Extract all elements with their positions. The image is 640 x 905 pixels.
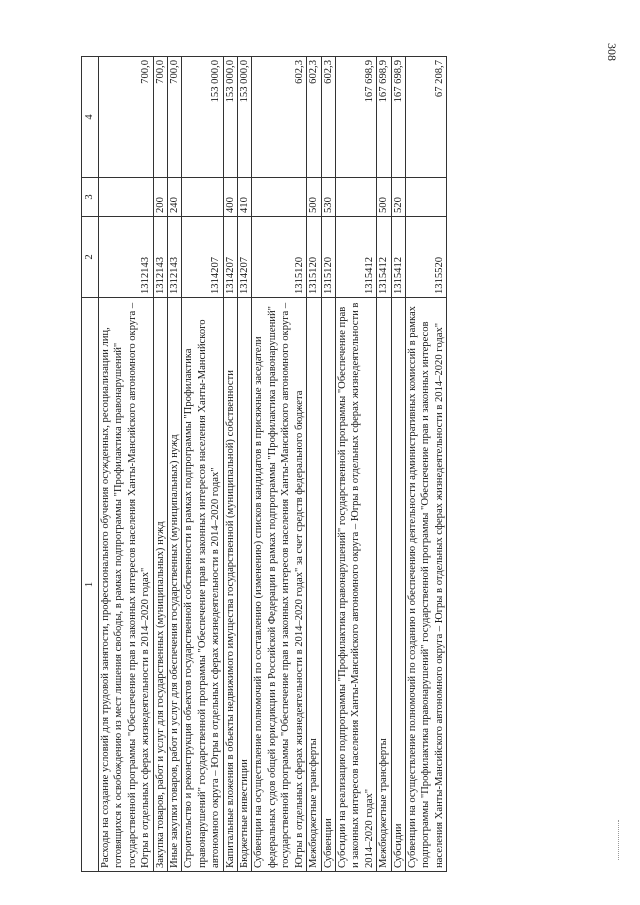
row-amount: 700,0 xyxy=(153,57,167,178)
row-expense-type xyxy=(252,178,307,217)
row-target-code: 1315412 xyxy=(335,217,376,298)
table-row xyxy=(335,57,376,872)
row-amount: 153 000,0 xyxy=(238,57,252,178)
table-row xyxy=(99,57,154,872)
row-description: Межбюджетные трансферты xyxy=(377,298,391,872)
row-description: Межбюджетные трансферты xyxy=(307,298,321,872)
row-target-code: 1314207 xyxy=(238,217,252,298)
row-description: Субсидии xyxy=(391,298,405,872)
row-target-code: 1312143 xyxy=(153,217,167,298)
row-expense-type: 240 xyxy=(168,178,182,217)
row-amount: 153 000,0 xyxy=(223,57,237,178)
row-target-code: 1312143 xyxy=(168,217,182,298)
row-amount: 153 000,0 xyxy=(182,57,223,178)
row-target-code: 1314207 xyxy=(223,217,237,298)
row-amount: 602,3 xyxy=(252,57,307,178)
table-row xyxy=(223,57,237,872)
header-col-4: 4 xyxy=(82,57,99,178)
table-row xyxy=(405,57,446,872)
row-amount: 602,3 xyxy=(321,57,335,178)
row-expense-type: 530 xyxy=(321,178,335,217)
row-description: Иные закупки товаров, работ и услуг для обеспечения государственных (муниципальных) нужд xyxy=(168,298,182,872)
row-expense-type xyxy=(182,178,223,217)
row-target-code: 1315120 xyxy=(307,217,321,298)
header-col-3: 3 xyxy=(82,178,99,217)
row-amount: 167 698,9 xyxy=(377,57,391,178)
row-target-code: 1315520 xyxy=(405,217,446,298)
table-row xyxy=(321,57,335,872)
row-target-code: 1312143 xyxy=(99,217,154,298)
row-expense-type xyxy=(335,178,376,217)
row-target-code: 1315412 xyxy=(377,217,391,298)
rotated-table-container xyxy=(81,57,601,872)
row-expense-type: 520 xyxy=(391,178,405,217)
row-expense-type: 410 xyxy=(238,178,252,217)
table-row xyxy=(182,57,223,872)
row-description: Субсидии на реализацию подпрограммы "Профилактика правонарушений" государственной программы "Обеспечение прав и законных интересов населения Ханты-Мансийского автономного округа – Югры в отдельных сферах жизнедеятельности в 2014–2020 годах" xyxy=(335,298,376,872)
row-description: Расходы на создание условий для трудовой занятости, профессионального обучения осужденных, ресоциализации лиц, готовящихся к освобождению из мест лишения свободы, в рамках подпрограммы "Профилактика правонарушений" государственной программы "Обеспечение прав и законных интересов населения Ханты-Мансийского автономного округа – Югры в отдельных сферах жизнедеятельности в 2014–2020 годах" xyxy=(99,298,154,872)
row-description: Субвенции xyxy=(321,298,335,872)
row-description: Субвенции на осуществление полномочий по созданию и обеспечению деятельности административных комиссий в рамках подпрограммы "Профилактика правонарушений" государственной программы "Обеспечение прав и законных интересов населения Ханты-Мансийского автономного округа – Югры в отдельных сферах жизнедеятельности в 2014–2020 годах" xyxy=(405,298,446,872)
row-expense-type xyxy=(99,178,154,217)
table-row xyxy=(252,57,307,872)
row-target-code: 1315120 xyxy=(252,217,307,298)
row-target-code: 1315412 xyxy=(391,217,405,298)
row-description: Бюджетные инвестиции xyxy=(238,298,252,872)
row-expense-type xyxy=(405,178,446,217)
header-col-2: 2 xyxy=(82,217,99,298)
row-amount: 67 208,7 xyxy=(405,57,446,178)
row-target-code: 1315120 xyxy=(321,217,335,298)
page-number: 308 xyxy=(605,43,619,61)
table-row xyxy=(238,57,252,872)
table-row xyxy=(153,57,167,872)
row-amount: 700,0 xyxy=(99,57,154,178)
budget-table xyxy=(81,56,447,872)
row-amount: 700,0 xyxy=(168,57,182,178)
row-amount: 167 698,9 xyxy=(391,57,405,178)
table-row xyxy=(391,57,405,872)
row-expense-type: 400 xyxy=(223,178,237,217)
row-description: Закупка товаров, работ и услуг для государственных (муниципальных) нужд xyxy=(153,298,167,872)
table-body xyxy=(99,57,447,872)
table-header-row xyxy=(82,57,99,872)
row-amount: 602,3 xyxy=(307,57,321,178)
rotated-table-frame xyxy=(81,57,601,872)
table-row xyxy=(307,57,321,872)
row-target-code: 1314207 xyxy=(182,217,223,298)
header-col-1: 1 xyxy=(82,298,99,872)
scan-edge-marks xyxy=(618,820,621,860)
row-description: Капитальные вложения в объекты недвижимого имущества государственной (муниципальной) собственности xyxy=(223,298,237,872)
table-row xyxy=(168,57,182,872)
row-amount: 167 698,9 xyxy=(335,57,376,178)
row-expense-type: 500 xyxy=(377,178,391,217)
row-description: Субвенции на осуществление полномочий по составлению (изменению) списков кандидатов в присяжные заседатели федеральных судов общей юрисдикции в Российской Федерации в рамках подпрограммы "Профилактика правонарушений" государственной программы "Обеспечение прав и законных интересов населения Ханты-Мансийского автономного округа – Югры в отдельных сферах жизнедеятельности в 2014–2020 годах" за счет средств федерального бюджета xyxy=(252,298,307,872)
row-expense-type: 500 xyxy=(307,178,321,217)
row-expense-type: 200 xyxy=(153,178,167,217)
row-description: Строительство и реконструкция объектов государственной собственности в рамках подпрограммы "Профилактика правонарушений" государственной программы "Обеспечение прав и законных интересов населения Ханты-Мансийского автономного округа – Югры в отдельных сферах жизнедеятельности в 2014–2020 годах" xyxy=(182,298,223,872)
table-row xyxy=(377,57,391,872)
